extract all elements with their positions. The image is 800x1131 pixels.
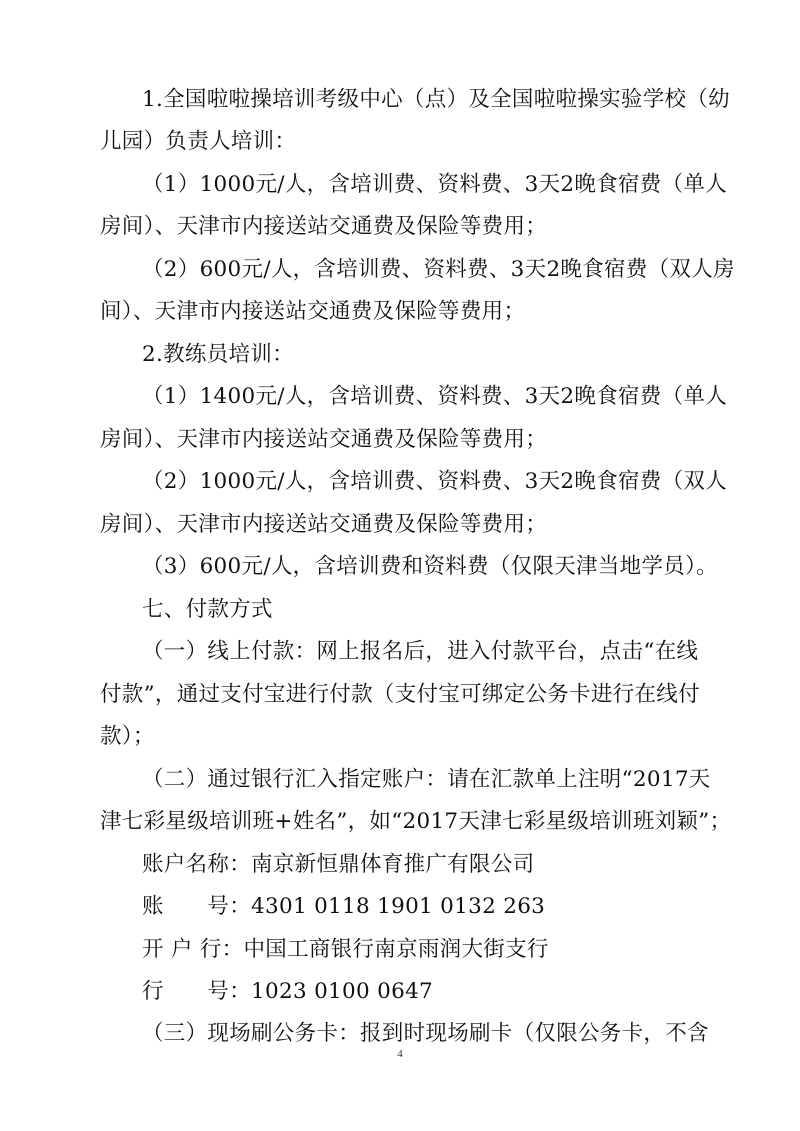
account-name-label: 账户名称： (142, 852, 252, 877)
account-number-label: 账 号： (142, 894, 252, 919)
section-heading: 七、付款方式 (142, 597, 273, 622)
page-number: 4 (397, 1048, 403, 1060)
text-line-10: （2）1000元/人，含培训费、资料费、3天2晚食宿费（双人 (142, 469, 727, 494)
text-line-18: 津七彩星级培训班+姓名”，如“2017天津七彩星级培训班刘颖”； (100, 809, 732, 834)
account-name-row (142, 850, 720, 880)
bank-code-label: 行 号： (142, 979, 252, 1004)
account-name-value: 南京新恒鼎体育推广有限公司 (251, 852, 535, 877)
text-line-3: （1）1000元/人，含培训费、资料费、3天2晚食宿费（单人 (142, 172, 727, 197)
text-line-last: （三）现场刷公务卡：报到时现场刷卡（仅限公务卡，不含 (142, 1021, 709, 1046)
text-line-15: 付款”，通过支付宝进行付款（支付宝可绑定公务卡进行在线付 (100, 682, 700, 707)
bank-value: 中国工商银行南京雨润大街支行 (243, 937, 549, 962)
bank-label: 开 户 行： (142, 937, 244, 962)
text-line-12: （3）600元/人，含培训费和资料费（仅限天津当地学员）。 (142, 554, 718, 579)
text-line-5: （2）600元/人，含培训费、资料费、3天2晚食宿费（双人房 (142, 257, 735, 282)
text-line-16: 款）； (100, 724, 155, 749)
text-line-9: 房间）、天津市内接送站交通费及保险等费用； (100, 427, 548, 452)
text-line-6: 间）、天津市内接送站交通费及保险等费用； (100, 299, 526, 324)
text-line-4: 房间）、天津市内接送站交通费及保险等费用； (100, 214, 548, 239)
account-number-row (142, 892, 720, 922)
text-line-7: 2.教练员培训： (142, 342, 294, 367)
bank-code-value: 1023 0100 0647 (251, 979, 434, 1004)
text-line-1: 1.全国啦啦操培训考级中心（点）及全国啦啦操实验学校（幼 (142, 87, 730, 112)
bank-code-row (142, 977, 720, 1007)
text-line-14: （一）线上付款：网上报名后，进入付款平台，点击“在线 (142, 639, 699, 664)
bank-row (142, 935, 720, 965)
text-line-8: （1）1400元/人，含培训费、资料费、3天2晚食宿费（单人 (142, 384, 727, 409)
text-line-11: 房间）、天津市内接送站交通费及保险等费用； (100, 512, 548, 537)
account-number-value: 4301 0118 1901 0132 263 (251, 894, 546, 919)
text-line-17: （二）通过银行汇入指定账户：请在汇款单上注明“2017天 (142, 767, 711, 792)
text-line-2: 儿园）负责人培训： (100, 129, 297, 154)
